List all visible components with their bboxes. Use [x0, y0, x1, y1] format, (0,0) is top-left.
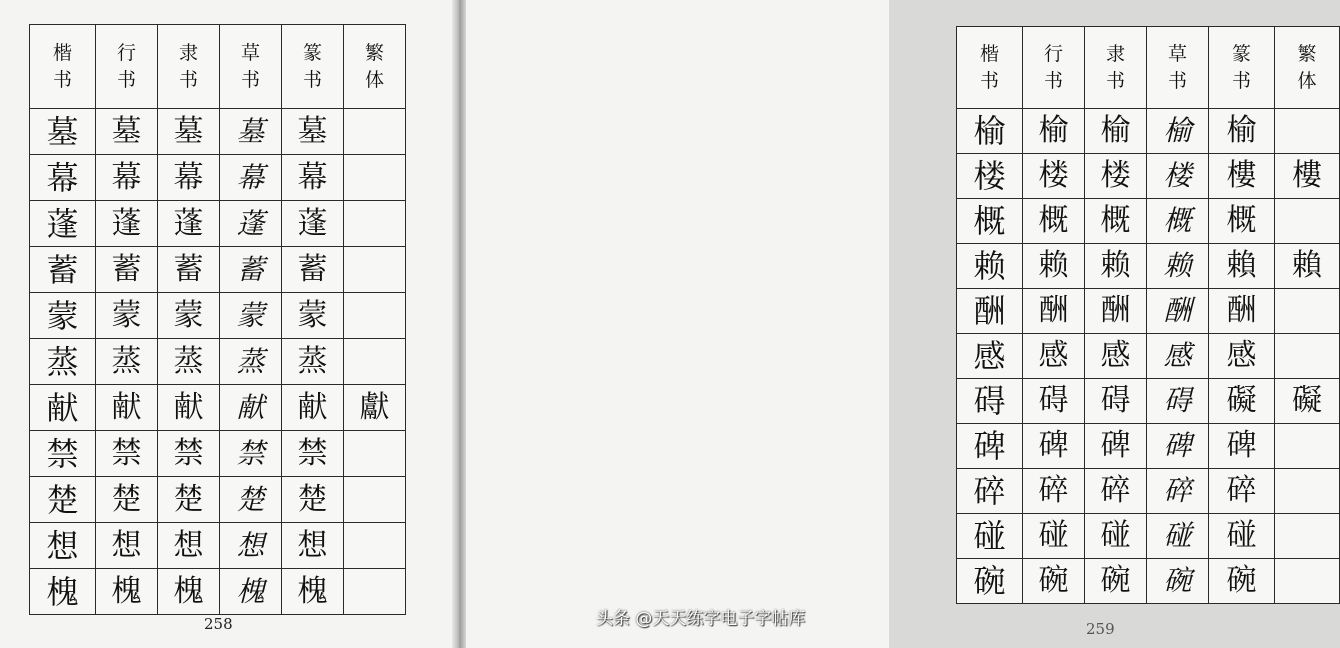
glyph-cell: 酬 [1209, 289, 1275, 334]
table-row [957, 199, 1340, 244]
header-char: 草 [1167, 42, 1187, 65]
glyph-cell: 概 [957, 199, 1023, 244]
calligraphy-table-left [29, 24, 406, 615]
glyph-cell: 楼 [1147, 154, 1209, 199]
header-char: 繁 [1297, 42, 1317, 65]
table-row [30, 247, 406, 293]
table-row [957, 379, 1340, 424]
glyph-cell [1275, 514, 1340, 559]
glyph-cell: 幕 [220, 155, 282, 201]
header-char: 书 [178, 68, 198, 91]
glyph-cell: 楚 [158, 477, 220, 523]
header-char: 书 [302, 68, 322, 91]
glyph-cell: 碰 [957, 514, 1023, 559]
glyph-cell: 槐 [158, 569, 220, 615]
glyph-cell: 献 [96, 385, 158, 431]
glyph-cell: 榆 [1209, 109, 1275, 154]
table-row [30, 201, 406, 247]
glyph-cell: 禁 [282, 431, 344, 477]
glyph-cell: 幕 [96, 155, 158, 201]
glyph-cell: 感 [1209, 334, 1275, 379]
glyph-cell: 概 [1023, 199, 1085, 244]
calligraphy-table-right [956, 26, 1340, 604]
header-char: 体 [364, 68, 384, 91]
glyph-cell: 蒸 [96, 339, 158, 385]
glyph-cell [344, 201, 406, 247]
glyph-cell [1275, 199, 1340, 244]
header-char: 隶 [178, 41, 198, 64]
glyph-cell: 酬 [1023, 289, 1085, 334]
table-row [957, 424, 1340, 469]
glyph-cell [344, 155, 406, 201]
glyph-cell: 楚 [282, 477, 344, 523]
header-char: 篆 [1231, 42, 1251, 65]
glyph-cell [344, 109, 406, 155]
glyph-cell: 碍 [957, 379, 1023, 424]
glyph-cell: 碗 [1085, 559, 1147, 604]
glyph-cell: 墓 [220, 109, 282, 155]
glyph-cell: 幕 [282, 155, 344, 201]
glyph-cell: 楚 [96, 477, 158, 523]
table-row [30, 155, 406, 201]
glyph-cell: 礙 [1209, 379, 1275, 424]
glyph-cell: 蒙 [158, 293, 220, 339]
glyph-cell: 楼 [1023, 154, 1085, 199]
glyph-cell: 碍 [1147, 379, 1209, 424]
glyph-cell: 蓄 [220, 247, 282, 293]
glyph-cell [1275, 559, 1340, 604]
glyph-cell: 槐 [220, 569, 282, 615]
glyph-cell: 墓 [96, 109, 158, 155]
glyph-cell: 碗 [957, 559, 1023, 604]
header-char: 书 [1043, 69, 1063, 92]
glyph-cell: 赖 [1147, 244, 1209, 289]
glyph-cell: 赖 [1085, 244, 1147, 289]
column-header [30, 25, 96, 109]
header-char: 隶 [1105, 42, 1125, 65]
glyph-cell: 蓄 [158, 247, 220, 293]
glyph-cell: 墓 [282, 109, 344, 155]
glyph-cell [344, 431, 406, 477]
glyph-cell: 想 [96, 523, 158, 569]
glyph-cell: 榆 [1147, 109, 1209, 154]
glyph-cell: 概 [1209, 199, 1275, 244]
glyph-cell: 碑 [1023, 424, 1085, 469]
glyph-cell: 楼 [957, 154, 1023, 199]
table-row [957, 469, 1340, 514]
table-row [957, 109, 1340, 154]
header-char: 书 [1167, 69, 1187, 92]
glyph-cell: 碎 [1209, 469, 1275, 514]
header-char: 书 [1105, 69, 1125, 92]
glyph-cell: 概 [1085, 199, 1147, 244]
left-page [0, 0, 452, 648]
glyph-cell: 賴 [1275, 244, 1340, 289]
glyph-cell: 蓬 [158, 201, 220, 247]
glyph-cell: 蒙 [30, 293, 96, 339]
glyph-cell: 槐 [30, 569, 96, 615]
glyph-cell: 禁 [96, 431, 158, 477]
glyph-cell: 賴 [1209, 244, 1275, 289]
book-gutter [452, 0, 466, 648]
column-header [1085, 27, 1147, 109]
glyph-cell: 槐 [282, 569, 344, 615]
glyph-cell: 禁 [220, 431, 282, 477]
glyph-cell: 献 [30, 385, 96, 431]
glyph-cell: 碍 [1085, 379, 1147, 424]
glyph-cell [344, 339, 406, 385]
glyph-cell: 蓬 [30, 201, 96, 247]
glyph-cell: 樓 [1209, 154, 1275, 199]
glyph-cell: 碎 [1085, 469, 1147, 514]
header-char: 草 [240, 41, 260, 64]
table-row [30, 431, 406, 477]
header-char: 繁 [364, 41, 384, 64]
glyph-cell [1275, 109, 1340, 154]
glyph-cell: 蓬 [96, 201, 158, 247]
glyph-cell: 蓄 [30, 247, 96, 293]
table-row [30, 339, 406, 385]
glyph-cell: 榆 [957, 109, 1023, 154]
column-header [1209, 27, 1275, 109]
glyph-cell: 榆 [1023, 109, 1085, 154]
glyph-cell: 碎 [1147, 469, 1209, 514]
watermark: 头条 @天天练字电子字帖库 [596, 609, 806, 629]
glyph-cell: 碗 [1023, 559, 1085, 604]
glyph-cell [1275, 334, 1340, 379]
glyph-cell: 碑 [1147, 424, 1209, 469]
glyph-cell [344, 477, 406, 523]
header-char: 篆 [302, 41, 322, 64]
glyph-cell: 献 [158, 385, 220, 431]
glyph-cell: 碑 [957, 424, 1023, 469]
table-row [30, 109, 406, 155]
glyph-cell: 蒸 [220, 339, 282, 385]
glyph-cell: 碗 [1209, 559, 1275, 604]
header-char: 行 [116, 41, 136, 64]
table-row [957, 154, 1340, 199]
column-header [158, 25, 220, 109]
column-header [220, 25, 282, 109]
glyph-cell: 楚 [30, 477, 96, 523]
glyph-cell: 感 [1085, 334, 1147, 379]
glyph-cell: 蒸 [282, 339, 344, 385]
column-header [1275, 27, 1340, 109]
glyph-cell [344, 293, 406, 339]
glyph-cell: 酬 [957, 289, 1023, 334]
glyph-cell: 感 [957, 334, 1023, 379]
table-row [957, 289, 1340, 334]
header-char: 书 [52, 68, 72, 91]
glyph-cell: 獻 [344, 385, 406, 431]
header-char: 书 [1231, 69, 1251, 92]
glyph-cell: 感 [1023, 334, 1085, 379]
glyph-cell: 赖 [1023, 244, 1085, 289]
header-char: 体 [1297, 69, 1317, 92]
glyph-cell: 概 [1147, 199, 1209, 244]
glyph-cell: 蓬 [220, 201, 282, 247]
glyph-cell: 禁 [30, 431, 96, 477]
page-number-left: 258 [204, 615, 233, 633]
glyph-cell: 蓄 [96, 247, 158, 293]
table-row [957, 514, 1340, 559]
column-header [282, 25, 344, 109]
glyph-cell: 碑 [1085, 424, 1147, 469]
glyph-cell: 蒸 [158, 339, 220, 385]
column-header [957, 27, 1023, 109]
glyph-cell: 献 [282, 385, 344, 431]
glyph-cell: 禁 [158, 431, 220, 477]
header-char: 书 [240, 68, 260, 91]
glyph-cell: 蒙 [220, 293, 282, 339]
header-char: 楷 [52, 41, 72, 64]
glyph-cell: 幕 [30, 155, 96, 201]
glyph-cell [344, 523, 406, 569]
glyph-cell: 碰 [1023, 514, 1085, 559]
glyph-cell [344, 569, 406, 615]
glyph-cell: 碗 [1147, 559, 1209, 604]
column-header [1147, 27, 1209, 109]
glyph-cell: 碍 [1023, 379, 1085, 424]
glyph-cell: 献 [220, 385, 282, 431]
glyph-cell: 楼 [1085, 154, 1147, 199]
glyph-cell: 槐 [96, 569, 158, 615]
glyph-cell: 墓 [30, 109, 96, 155]
glyph-cell [1275, 469, 1340, 514]
glyph-cell: 碑 [1209, 424, 1275, 469]
glyph-cell [1275, 289, 1340, 334]
column-header [1023, 27, 1085, 109]
table-row [30, 523, 406, 569]
glyph-cell: 蒸 [30, 339, 96, 385]
table-row [957, 334, 1340, 379]
glyph-cell: 蒙 [282, 293, 344, 339]
page-number-right: 259 [1086, 620, 1115, 638]
glyph-cell: 墓 [158, 109, 220, 155]
glyph-cell: 碰 [1085, 514, 1147, 559]
glyph-cell: 碰 [1147, 514, 1209, 559]
header-char: 楷 [979, 42, 999, 65]
table-row [30, 293, 406, 339]
glyph-cell [1275, 424, 1340, 469]
glyph-cell: 想 [220, 523, 282, 569]
glyph-cell: 碎 [957, 469, 1023, 514]
glyph-cell: 蒙 [96, 293, 158, 339]
glyph-cell: 榆 [1085, 109, 1147, 154]
glyph-cell: 想 [158, 523, 220, 569]
glyph-cell: 感 [1147, 334, 1209, 379]
glyph-cell: 想 [282, 523, 344, 569]
glyph-cell: 楚 [220, 477, 282, 523]
column-header [344, 25, 406, 109]
header-char: 书 [979, 69, 999, 92]
table-row [957, 559, 1340, 604]
column-header [96, 25, 158, 109]
glyph-cell: 想 [30, 523, 96, 569]
header-char: 行 [1043, 42, 1063, 65]
glyph-cell: 酬 [1085, 289, 1147, 334]
glyph-cell: 酬 [1147, 289, 1209, 334]
glyph-cell: 幕 [158, 155, 220, 201]
table-row [30, 569, 406, 615]
glyph-cell: 赖 [957, 244, 1023, 289]
glyph-cell: 碰 [1209, 514, 1275, 559]
table-row [30, 477, 406, 523]
glyph-cell: 樓 [1275, 154, 1340, 199]
glyph-cell: 蓄 [282, 247, 344, 293]
glyph-cell: 蓬 [282, 201, 344, 247]
table-row [30, 385, 406, 431]
table-row [957, 244, 1340, 289]
glyph-cell [344, 247, 406, 293]
glyph-cell: 礙 [1275, 379, 1340, 424]
header-char: 书 [116, 68, 136, 91]
right-page [466, 0, 1322, 648]
glyph-cell: 碎 [1023, 469, 1085, 514]
